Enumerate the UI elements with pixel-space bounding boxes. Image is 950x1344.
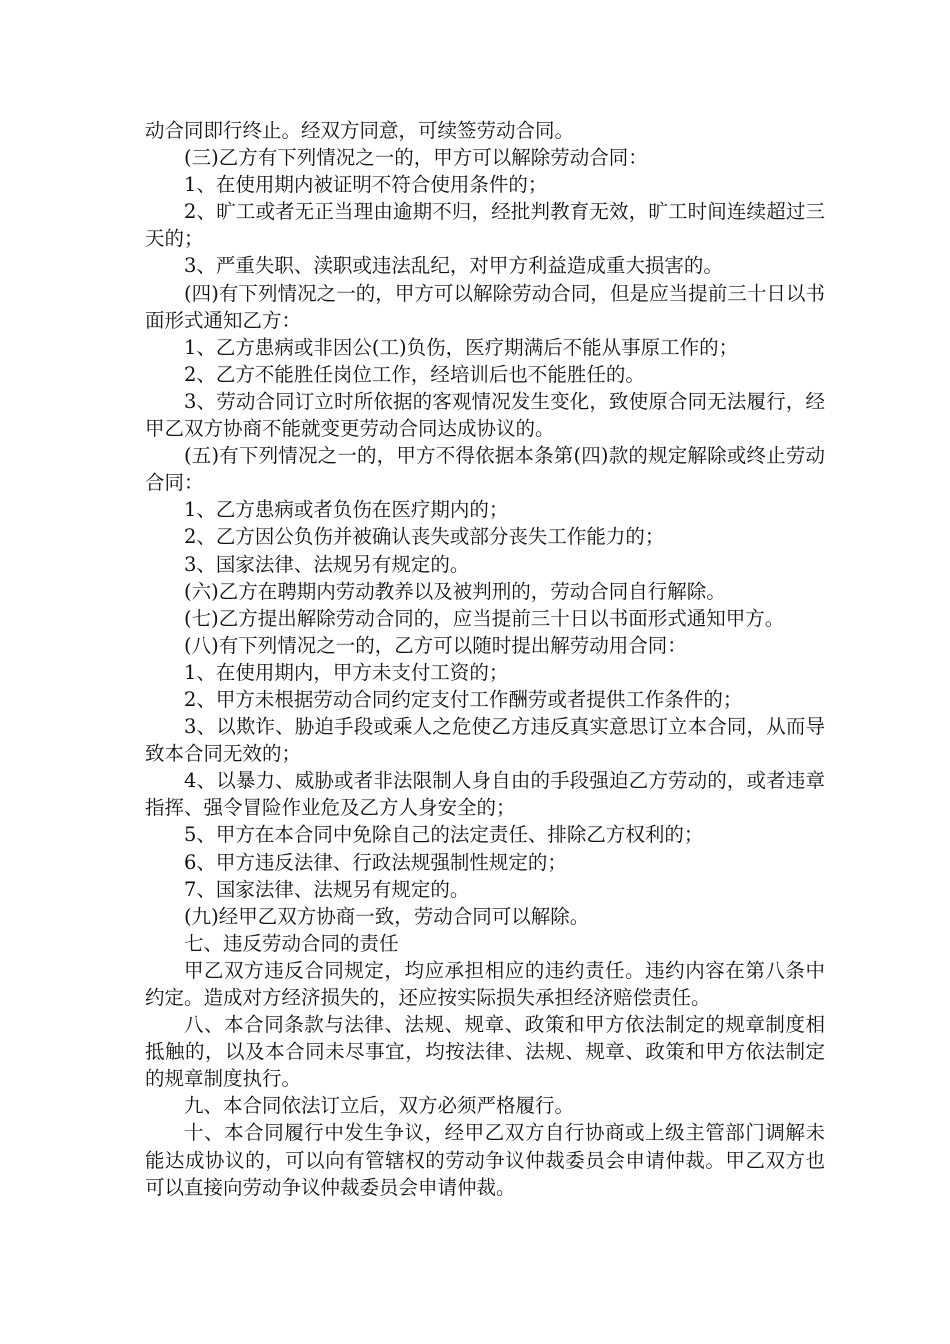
paragraph-clause-5: (五)有下列情况之一的，甲方不得依据本条第(四)款的规定解除或终止劳动合同： bbox=[145, 444, 825, 495]
paragraph-item: 4、以暴力、威胁或者非法限制人身自由的手段强迫乙方劳动的，或者违章指挥、强令冒险作业危及乙方人身安全的； bbox=[145, 769, 825, 820]
paragraph-item: 1、在使用期内，甲方未支付工资的； bbox=[184, 660, 509, 684]
section-9: 九、本合同依法订立后，双方必须严格履行。 bbox=[184, 1094, 575, 1118]
paragraph-item: 2、乙方不能胜任岗位工作，经培训后也不能胜任的。 bbox=[184, 362, 645, 386]
paragraph-clause-4: (四)有下列情况之一的，甲方可以解除劳动合同，但是应当提前三十日以书面形式通知乙方： bbox=[145, 281, 825, 332]
paragraph-continuation: 动合同即行终止。经双方同意，可续签劳动合同。 bbox=[145, 119, 575, 142]
paragraph-item: 3、国家法律、法规另有规定的。 bbox=[184, 552, 470, 576]
paragraph-item: 1、乙方患病或非因公(工)负伤，医疗期满后不能从事原工作的； bbox=[184, 335, 739, 359]
paragraph-item: 6、甲方违反法律、行政法规强制性规定的； bbox=[184, 850, 567, 874]
paragraph-clause-3: (三)乙方有下列情况之一的，甲方可以解除劳动合同： bbox=[184, 146, 648, 170]
paragraph-clause-8: (八)有下列情况之一的，乙方可以随时提出解劳动用合同： bbox=[184, 633, 687, 657]
paragraph-item: 3、以欺诈、胁迫手段或乘人之危使乙方违反真实意思订立本合同，从而导致本合同无效的； bbox=[145, 715, 825, 766]
paragraph-clause-9: (九)经甲乙双方协商一致，劳动合同可以解除。 bbox=[184, 904, 590, 928]
paragraph-item: 5、甲方在本合同中免除自己的法定责任、排除乙方权利的； bbox=[184, 823, 704, 847]
paragraph-item: 1、乙方患病或者负伤在医疗期内的； bbox=[184, 498, 509, 522]
paragraph-item: 2、乙方因公负伤并被确认丧失或部分丧失工作能力的； bbox=[184, 525, 665, 549]
paragraph-item: 7、国家法律、法规另有规定的。 bbox=[184, 877, 470, 901]
paragraph-item: 3、严重失职、渎职或违法乱纪，对甲方利益造成重大损害的。 bbox=[184, 254, 723, 278]
paragraph-item: 1、在使用期内被证明不符合使用条件的； bbox=[184, 173, 548, 197]
paragraph-breach-liability: 甲乙双方违反合同规定，均应承担相应的违约责任。违约内容在第八条中约定。造成对方经济损失的，还应按实际损失承担经济赔偿责任。 bbox=[145, 958, 825, 1009]
paragraph-clause-7: (七)乙方提出解除劳动合同的，应当提前三十日以书面形式通知甲方。 bbox=[184, 606, 785, 630]
document-body bbox=[145, 117, 825, 1201]
section-8: 八、本合同条款与法律、法规、规章、政策和甲方依法制定的规章制度相抵触的，以及本合同未尽事宜，均按法律、法规、规章、政策和甲方依法制定的规章制度执行。 bbox=[145, 1013, 825, 1091]
paragraph-clause-6: (六)乙方在聘期内劳动教养以及被判刑的，劳动合同自行解除。 bbox=[184, 579, 726, 603]
paragraph-item: 2、旷工或者无正当理由逾期不归，经批判教育无效，旷工时间连续超过三天的； bbox=[145, 200, 825, 251]
section-10: 十、本合同履行中发生争议，经甲乙双方自行协商或上级主管部门调解未能达成协议的，可以向有管辖权的劳动争议仲裁委员会申请仲裁。甲乙双方也可以直接向劳动争议仲裁委员会申请仲裁。 bbox=[145, 1121, 825, 1199]
paragraph-item: 2、甲方未根据劳动合同约定支付工作酬劳或者提供工作条件的； bbox=[184, 687, 743, 711]
paragraph-item: 3、劳动合同订立时所依据的客观情况发生变化，致使原合同无法履行，经甲乙双方协商不能就变更劳动合同达成协议的。 bbox=[145, 389, 825, 441]
section-heading-7: 七、违反劳动合同的责任 bbox=[184, 931, 399, 955]
